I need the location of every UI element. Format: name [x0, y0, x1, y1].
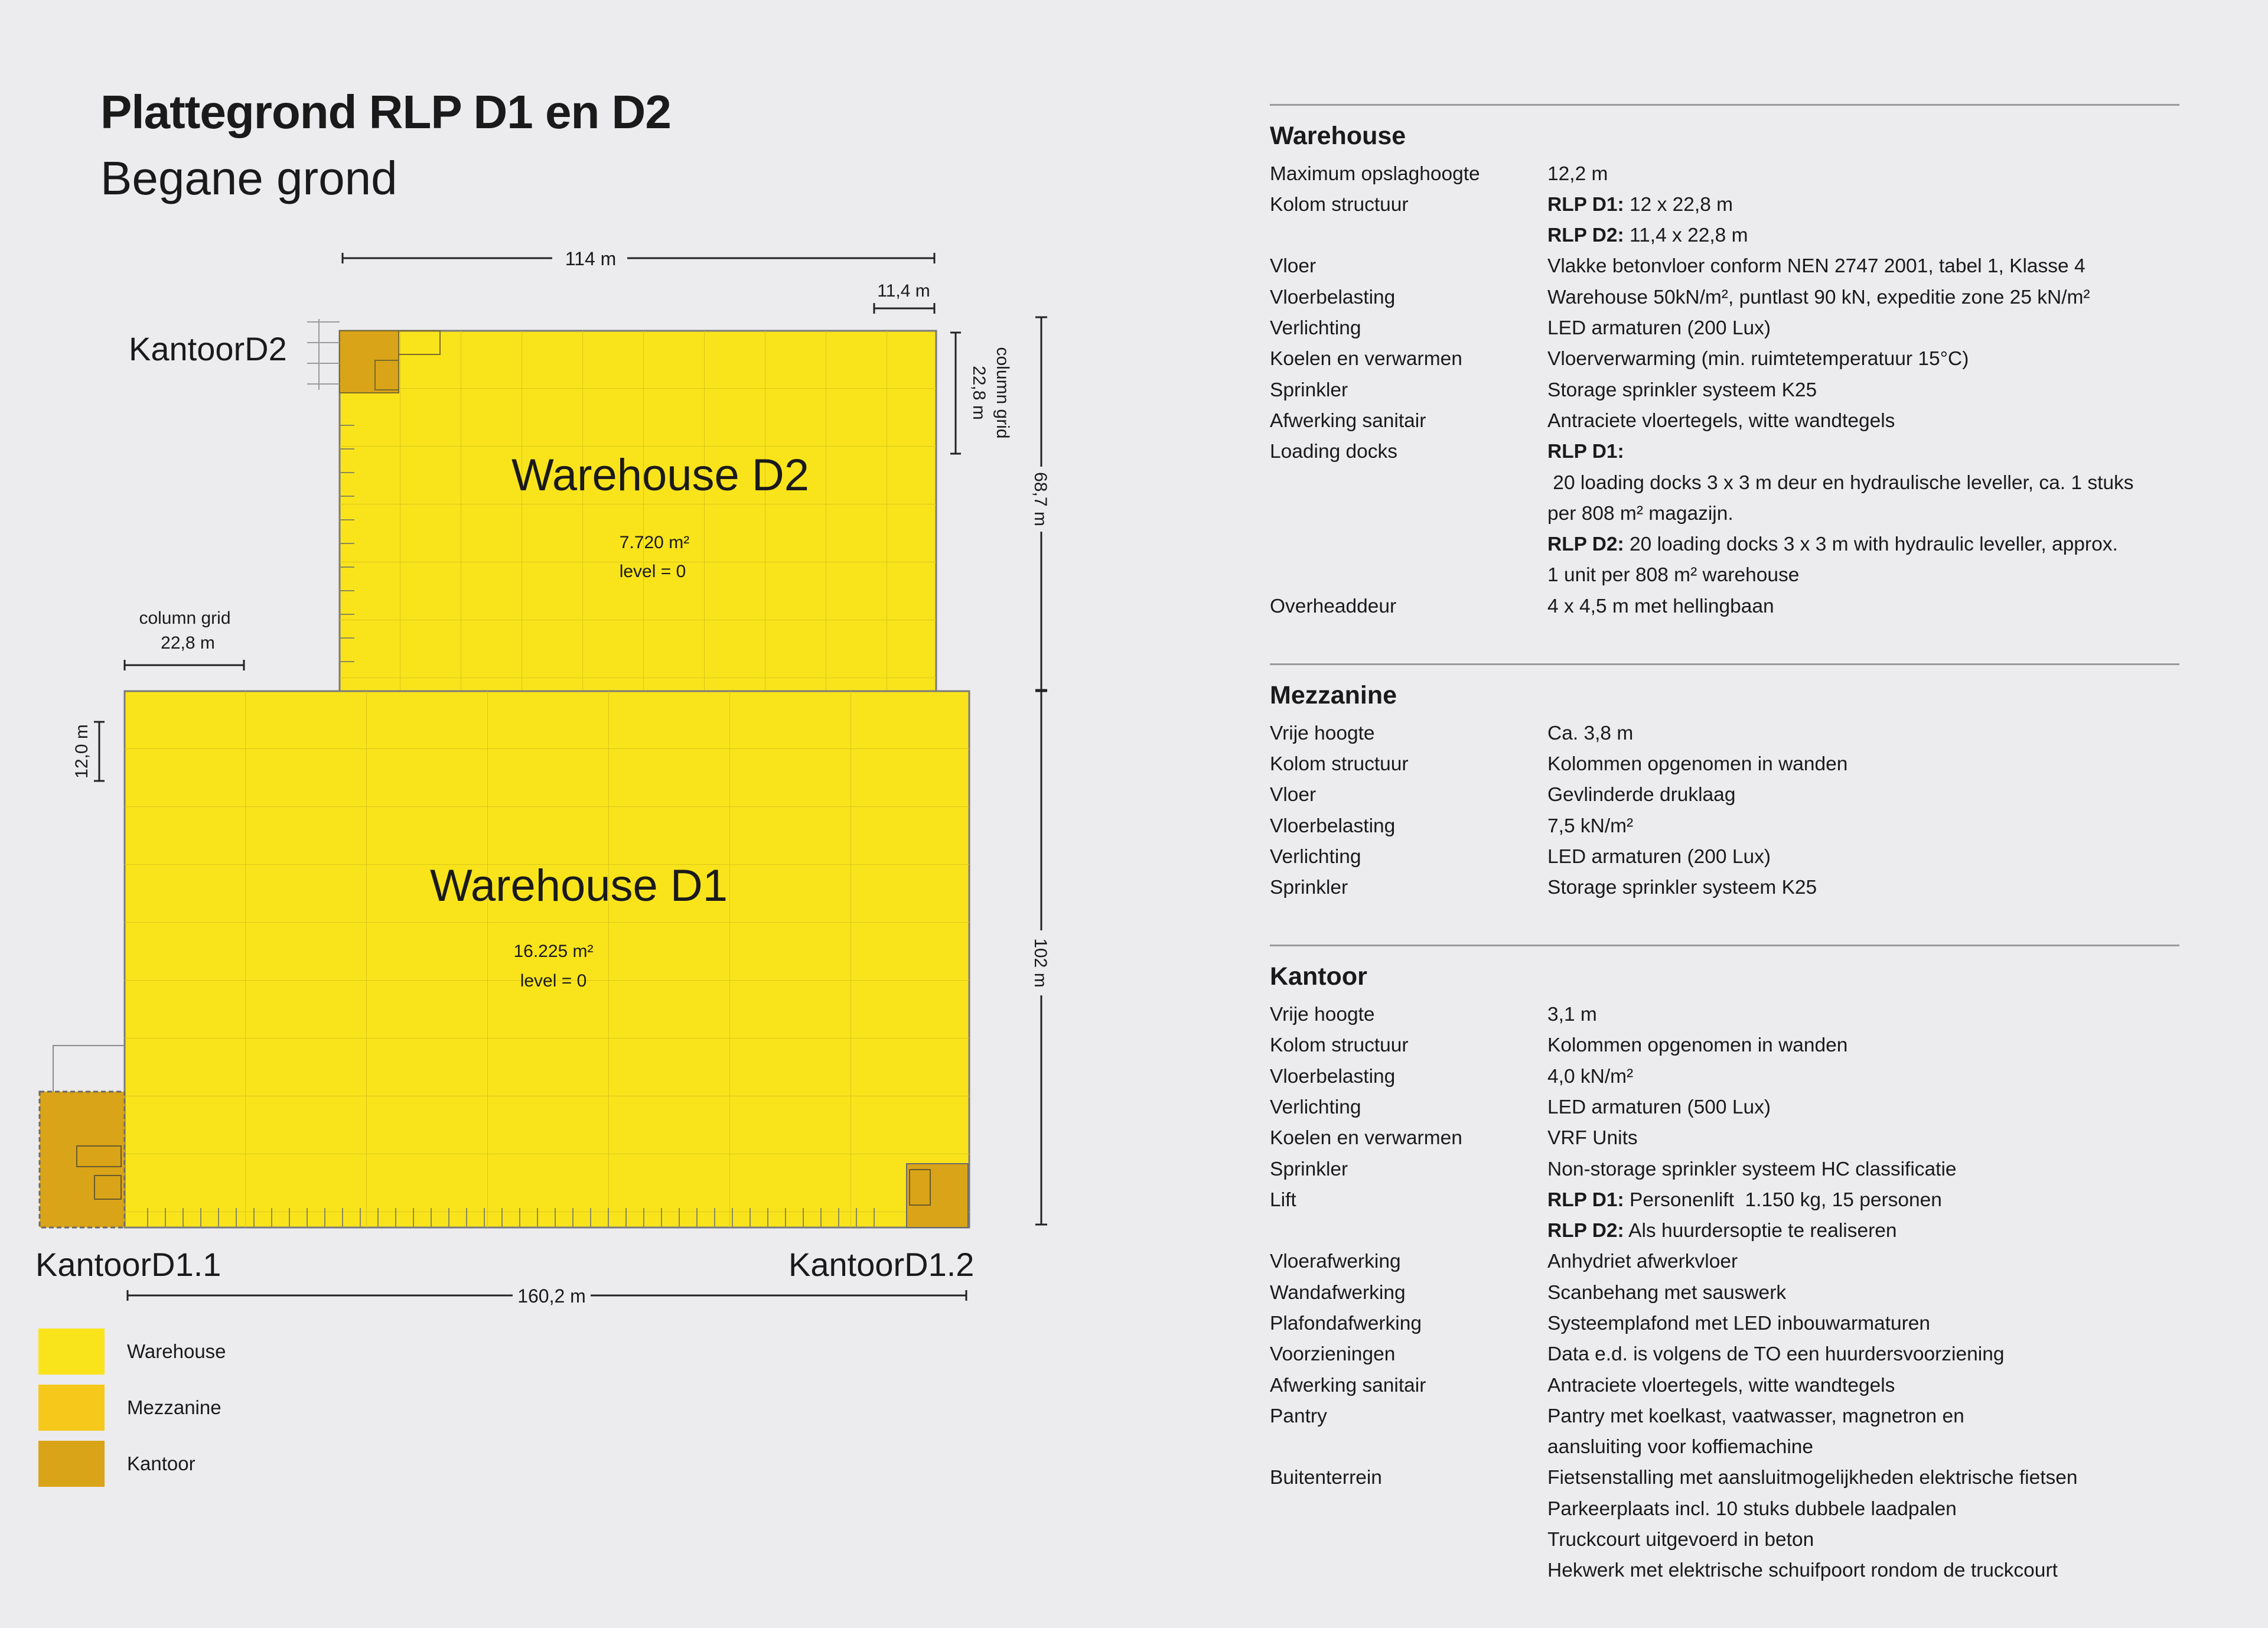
spec-label: Verlichting: [1270, 845, 1361, 868]
spec-row: [1270, 780, 2179, 810]
spec-value-prefix: RLP D1:: [1547, 441, 1624, 463]
spec-values: [1547, 780, 2179, 810]
spec-value-text: aansluiting voor koffiemachine: [1547, 1436, 1814, 1458]
spec-values: [1547, 1401, 2179, 1463]
spec-values: [1547, 811, 2179, 842]
spec-row: [1270, 406, 2179, 437]
dimension-column-grid-d1-label: column grid: [139, 608, 231, 628]
spec-row: [1270, 1092, 2179, 1123]
legend-swatch-kantoor: [38, 1441, 105, 1487]
spec-row: [1270, 1401, 2179, 1463]
spec-value-line: [1547, 1555, 2179, 1586]
spec-value-prefix: RLP D1:: [1547, 1189, 1624, 1211]
spec-value-text: per 808 m² magazijn.: [1547, 502, 1733, 525]
spec-values: [1547, 1278, 2179, 1308]
spec-label: Afwerking sanitair: [1270, 1374, 1426, 1396]
spec-row: [1270, 1123, 2179, 1154]
spec-value-line: [1547, 220, 2179, 251]
spec-value-text: Pantry met koelkast, vaatwasser, magnetron en: [1547, 1405, 1964, 1427]
spec-value-text: Hekwerk met elektrische schuifpoort rondom de truckcourt: [1547, 1559, 2058, 1582]
warehouse-d2-label: Warehouse D2: [511, 450, 810, 500]
page-title: Plattegrond RLP D1 en D2: [100, 86, 671, 138]
spec-value-text: Gevlinderde druklaag: [1547, 784, 1736, 806]
spec-value-text: VRF Units: [1547, 1127, 1638, 1150]
legend-label-warehouse: Warehouse: [127, 1340, 226, 1362]
spec-value-line: [1547, 1525, 2179, 1555]
spec-value-line: [1547, 591, 2179, 622]
dimension-width-d2: [343, 253, 934, 263]
spec-row: [1270, 1308, 2179, 1339]
warehouse-d1-level-label: level = 0: [520, 971, 587, 991]
legend-swatch-warehouse: [38, 1329, 105, 1375]
spec-values: [1547, 718, 2179, 749]
spec-value-line: [1547, 406, 2179, 437]
spec-value-text: 20 loading docks 3 x 3 m deur en hydraulische leveller, ca. 1 stuks: [1547, 471, 2134, 494]
spec-value-text: Ca. 3,8 m: [1547, 722, 1634, 744]
spec-row: [1270, 591, 2179, 622]
spec-row: [1270, 999, 2179, 1030]
spec-section-mezzanine: [1270, 663, 2179, 903]
spec-row: [1270, 1278, 2179, 1308]
legend-label-kantoor: Kantoor: [127, 1453, 195, 1474]
spec-row: [1270, 159, 2179, 190]
dimension-height-d1-label: 102 m: [1031, 938, 1050, 988]
dimension-width-d1-label: 160,2 m: [517, 1285, 586, 1307]
dimension-column-d1: [94, 722, 105, 781]
dimension-column-grid-d1: [125, 660, 244, 670]
spec-label: Vloerafwerking: [1270, 1251, 1401, 1273]
spec-value-line: [1547, 1278, 2179, 1308]
spec-value-line: [1547, 1339, 2179, 1370]
spec-values: [1547, 872, 2179, 903]
spec-value-line: [1547, 1216, 2179, 1246]
spec-row: [1270, 282, 2179, 313]
spec-row: [1270, 749, 2179, 780]
spec-value-line: [1547, 375, 2179, 406]
spec-value-text: Parkeerplaats incl. 10 stuks dubbele laadpalen: [1547, 1497, 1957, 1520]
spec-label: Plafondafwerking: [1270, 1312, 1422, 1334]
spec-values: [1547, 749, 2179, 780]
spec-value-text: Anhydriet afwerkvloer: [1547, 1251, 1738, 1273]
spec-values: [1547, 1092, 2179, 1123]
spec-value-prefix: RLP D1:: [1547, 193, 1624, 216]
spec-value-text: Personenlift 1.150 kg, 15 personen: [1624, 1189, 1942, 1211]
spec-value-line: [1547, 437, 2179, 499]
spec-value-line: [1547, 1432, 2179, 1463]
spec-value-text: 12,2 m: [1547, 162, 1608, 185]
spec-values: [1547, 1370, 2179, 1401]
warehouse-d1-label: Warehouse D1: [429, 861, 728, 911]
kantoor-d1-1-label: KantoorD1.1: [35, 1246, 221, 1283]
page-subtitle: Begane grond: [100, 152, 397, 204]
spec-label: Sprinkler: [1270, 877, 1348, 899]
dimension-column-grid-d2-label: column grid: [993, 347, 1012, 439]
spec-values: [1547, 1339, 2179, 1370]
spec-values: [1547, 999, 2179, 1030]
spec-row: [1270, 718, 2179, 749]
dimension-column-grid-d1-value: 22,8 m: [161, 633, 215, 653]
spec-label: Vrije hoogte: [1270, 1004, 1375, 1026]
spec-value-prefix: RLP D2:: [1547, 533, 1624, 556]
spec-value-text: Vloerverwarming (min. ruimtetemperatuur 15°C): [1547, 348, 1969, 370]
spec-label: Maximum opslaghoogte: [1270, 162, 1480, 185]
spec-label: Kolom structuur: [1270, 753, 1409, 775]
spec-label: Vloerbelasting: [1270, 286, 1396, 308]
spec-values: [1547, 375, 2179, 406]
spec-values: [1547, 1030, 2179, 1061]
spec-section-heading: Warehouse: [1270, 122, 1406, 150]
spec-label: Voorzieningen: [1270, 1343, 1396, 1366]
spec-values: [1547, 313, 2179, 344]
spec-label: Vloerbelasting: [1270, 1065, 1396, 1087]
kantoor-d2-label: KantoorD2: [129, 330, 287, 367]
spec-label: Sprinkler: [1270, 1158, 1348, 1180]
legend-swatch-mezzanine: [38, 1385, 105, 1431]
legend-item-mezzanine: [38, 1384, 221, 1431]
spec-values: [1547, 437, 2179, 591]
spec-values: [1547, 282, 2179, 313]
spec-label: Kolom structuur: [1270, 193, 1409, 216]
spec-label: Verlichting: [1270, 1096, 1361, 1118]
spec-row: [1270, 1030, 2179, 1061]
spec-values: [1547, 1123, 2179, 1154]
spec-value-line: [1547, 1463, 2179, 1493]
spec-value-line: [1547, 251, 2179, 282]
spec-value-text: Storage sprinkler systeem K25: [1547, 379, 1817, 401]
kantoor-d1-2-office: [907, 1164, 968, 1227]
dimension-column-grid-d2-value: 22,8 m: [969, 366, 989, 420]
spec-section-heading: Kantoor: [1270, 962, 1367, 991]
dimension-width-d2-label: 114 m: [565, 248, 617, 269]
spec-value-text: Kolommen opgenomen in wanden: [1547, 1034, 1848, 1057]
spec-label: Vloer: [1270, 255, 1317, 278]
spec-row: [1270, 1062, 2179, 1092]
spec-value-line: [1547, 282, 2179, 313]
spec-value-text: Fietsenstalling met aansluitmogelijkheden elektrische fietsen: [1547, 1467, 2078, 1489]
specifications-panel: [1270, 104, 2179, 1628]
spec-value-text: 20 loading docks 3 x 3 m with hydraulic leveller, approx.: [1624, 533, 2118, 556]
spec-value-text: 3,1 m: [1547, 1004, 1597, 1026]
spec-row: [1270, 251, 2179, 282]
spec-value-text: Als huurdersoptie te realiseren: [1624, 1220, 1897, 1242]
spec-row: [1270, 313, 2179, 344]
spec-section-warehouse: [1270, 104, 2179, 622]
spec-label: Afwerking sanitair: [1270, 409, 1426, 432]
spec-value-text: Storage sprinkler systeem K25: [1547, 877, 1817, 899]
spec-value-text: Data e.d. is volgens de TO een huurdersvoorziening: [1547, 1343, 2005, 1366]
dimension-column-d1-label: 12,0 m: [72, 724, 92, 779]
spec-value-line: [1547, 780, 2179, 810]
spec-row: [1270, 437, 2179, 591]
spec-value-text: Warehouse 50kN/m², puntlast 90 kN, expeditie zone 25 kN/m²: [1547, 286, 2090, 308]
spec-value-prefix: RLP D2:: [1547, 1220, 1624, 1242]
spec-value-line: [1547, 1154, 2179, 1185]
spec-value-text: LED armaturen (200 Lux): [1547, 845, 1771, 868]
spec-value-line: [1547, 1062, 2179, 1092]
spec-value-line: [1547, 749, 2179, 780]
spec-label: Wandafwerking: [1270, 1281, 1406, 1304]
spec-values: [1547, 251, 2179, 282]
spec-value-line: [1547, 1030, 2179, 1061]
spec-label: Loading docks: [1270, 441, 1398, 463]
spec-values: [1547, 842, 2179, 872]
spec-label: Buitenterrein: [1270, 1467, 1382, 1489]
spec-section-kantoor: [1270, 945, 2179, 1586]
spec-values: [1547, 1185, 2179, 1247]
spec-row: [1270, 1185, 2179, 1247]
spec-value-line: [1547, 499, 2179, 529]
spec-row: [1270, 1154, 2179, 1185]
dimension-column-grid-d2: [950, 333, 961, 454]
spec-value-text: 4 x 4,5 m met hellingbaan: [1547, 595, 1774, 617]
kantoor-d1-1-office: [40, 1046, 125, 1227]
legend-item-kantoor: [38, 1440, 195, 1487]
spec-value-text: Kolommen opgenomen in wanden: [1547, 753, 1848, 775]
spec-value-text: LED armaturen (200 Lux): [1547, 317, 1771, 340]
spec-values: [1547, 406, 2179, 437]
spec-label: Koelen en verwarmen: [1270, 1127, 1462, 1150]
warehouse-d1-area-label: 16.225 m²: [513, 942, 594, 961]
spec-value-text: Antraciete vloertegels, witte wandtegels: [1547, 1374, 1895, 1396]
spec-label: Vloer: [1270, 784, 1317, 806]
spec-value-prefix: RLP D2:: [1547, 224, 1624, 247]
spec-value-line: [1547, 560, 2179, 591]
spec-value-line: [1547, 842, 2179, 872]
spec-values: [1547, 159, 2179, 190]
spec-row: [1270, 1370, 2179, 1401]
spec-row: [1270, 1463, 2179, 1586]
dimension-height-d2-label: 68,7 m: [1031, 472, 1050, 526]
spec-row: [1270, 1339, 2179, 1370]
warehouse-d2-level-label: level = 0: [619, 562, 686, 581]
spec-value-text: 4,0 kN/m²: [1547, 1065, 1634, 1087]
spec-value-line: [1547, 1092, 2179, 1123]
spec-value-line: [1547, 1123, 2179, 1154]
spec-value-line: [1547, 313, 2179, 344]
spec-value-line: [1547, 811, 2179, 842]
spec-values: [1547, 1246, 2179, 1277]
spec-value-line: [1547, 1494, 2179, 1525]
spec-label: Sprinkler: [1270, 379, 1348, 401]
spec-row: [1270, 344, 2179, 375]
spec-values: [1547, 1062, 2179, 1092]
spec-value-text: LED armaturen (500 Lux): [1547, 1096, 1771, 1118]
spec-row: [1270, 811, 2179, 842]
spec-value-text: Systeemplafond met LED inbouwarmaturen: [1547, 1312, 1930, 1334]
spec-value-line: [1547, 159, 2179, 190]
spec-value-text: 11,4 x 22,8 m: [1624, 224, 1748, 247]
warehouse-d2: [340, 331, 936, 691]
legend-label-mezzanine: Mezzanine: [127, 1396, 221, 1418]
spec-row: [1270, 872, 2179, 903]
legend-item-warehouse: [38, 1328, 226, 1375]
spec-value-line: [1547, 872, 2179, 903]
spec-value-text: 1 unit per 808 m² warehouse: [1547, 564, 1800, 587]
spec-row: [1270, 1246, 2179, 1277]
spec-value-text: Truckcourt uitgevoerd in beton: [1547, 1529, 1814, 1551]
spec-values: [1547, 344, 2179, 375]
spec-values: [1547, 1463, 2179, 1586]
spec-row: [1270, 842, 2179, 872]
spec-label: Verlichting: [1270, 317, 1361, 340]
spec-label: Pantry: [1270, 1405, 1327, 1427]
spec-label: Kolom structuur: [1270, 1034, 1409, 1057]
spec-value-line: [1547, 190, 2179, 220]
spec-value-text: Antraciete vloertegels, witte wandtegels: [1547, 409, 1895, 432]
warehouse-d2-grid: [340, 331, 936, 691]
spec-value-line: [1547, 1185, 2179, 1216]
kantoor-d1-2-label: KantoorD1.2: [788, 1246, 975, 1283]
spec-values: [1547, 1154, 2179, 1185]
spec-value-text: 7,5 kN/m²: [1547, 815, 1634, 837]
spec-value-line: [1547, 1246, 2179, 1277]
spec-values: [1547, 1308, 2179, 1339]
spec-values: [1547, 591, 2179, 622]
spec-value-line: [1547, 344, 2179, 375]
spec-label: Koelen en verwarmen: [1270, 348, 1462, 370]
spec-section-heading: Mezzanine: [1270, 681, 1397, 710]
spec-value-line: [1547, 1401, 2179, 1432]
spec-label: Vrije hoogte: [1270, 722, 1375, 744]
spec-values: [1547, 190, 2179, 252]
spec-value-line: [1547, 718, 2179, 749]
spec-value-text: Non-storage sprinkler systeem HC classificatie: [1547, 1158, 1957, 1180]
spec-row: [1270, 375, 2179, 406]
dimension-column-d2-label: 11,4 m: [877, 281, 930, 301]
spec-label: Vloerbelasting: [1270, 815, 1396, 837]
spec-value-line: [1547, 999, 2179, 1030]
warehouse-d2-area-label: 7.720 m²: [619, 533, 690, 552]
spec-value-line: [1547, 1308, 2179, 1339]
spec-value-line: [1547, 529, 2179, 560]
spec-value-text: Scanbehang met sauswerk: [1547, 1281, 1787, 1304]
spec-row: [1270, 190, 2179, 252]
spec-label: Lift: [1270, 1189, 1296, 1211]
spec-value-line: [1547, 1370, 2179, 1401]
spec-label: Overheaddeur: [1270, 595, 1397, 617]
dimension-column-d2: [874, 303, 934, 314]
spec-value-text: Vlakke betonvloer conform NEN 2747 2001, tabel 1, Klasse 4: [1547, 255, 2085, 278]
spec-value-text: 12 x 22,8 m: [1624, 193, 1733, 216]
